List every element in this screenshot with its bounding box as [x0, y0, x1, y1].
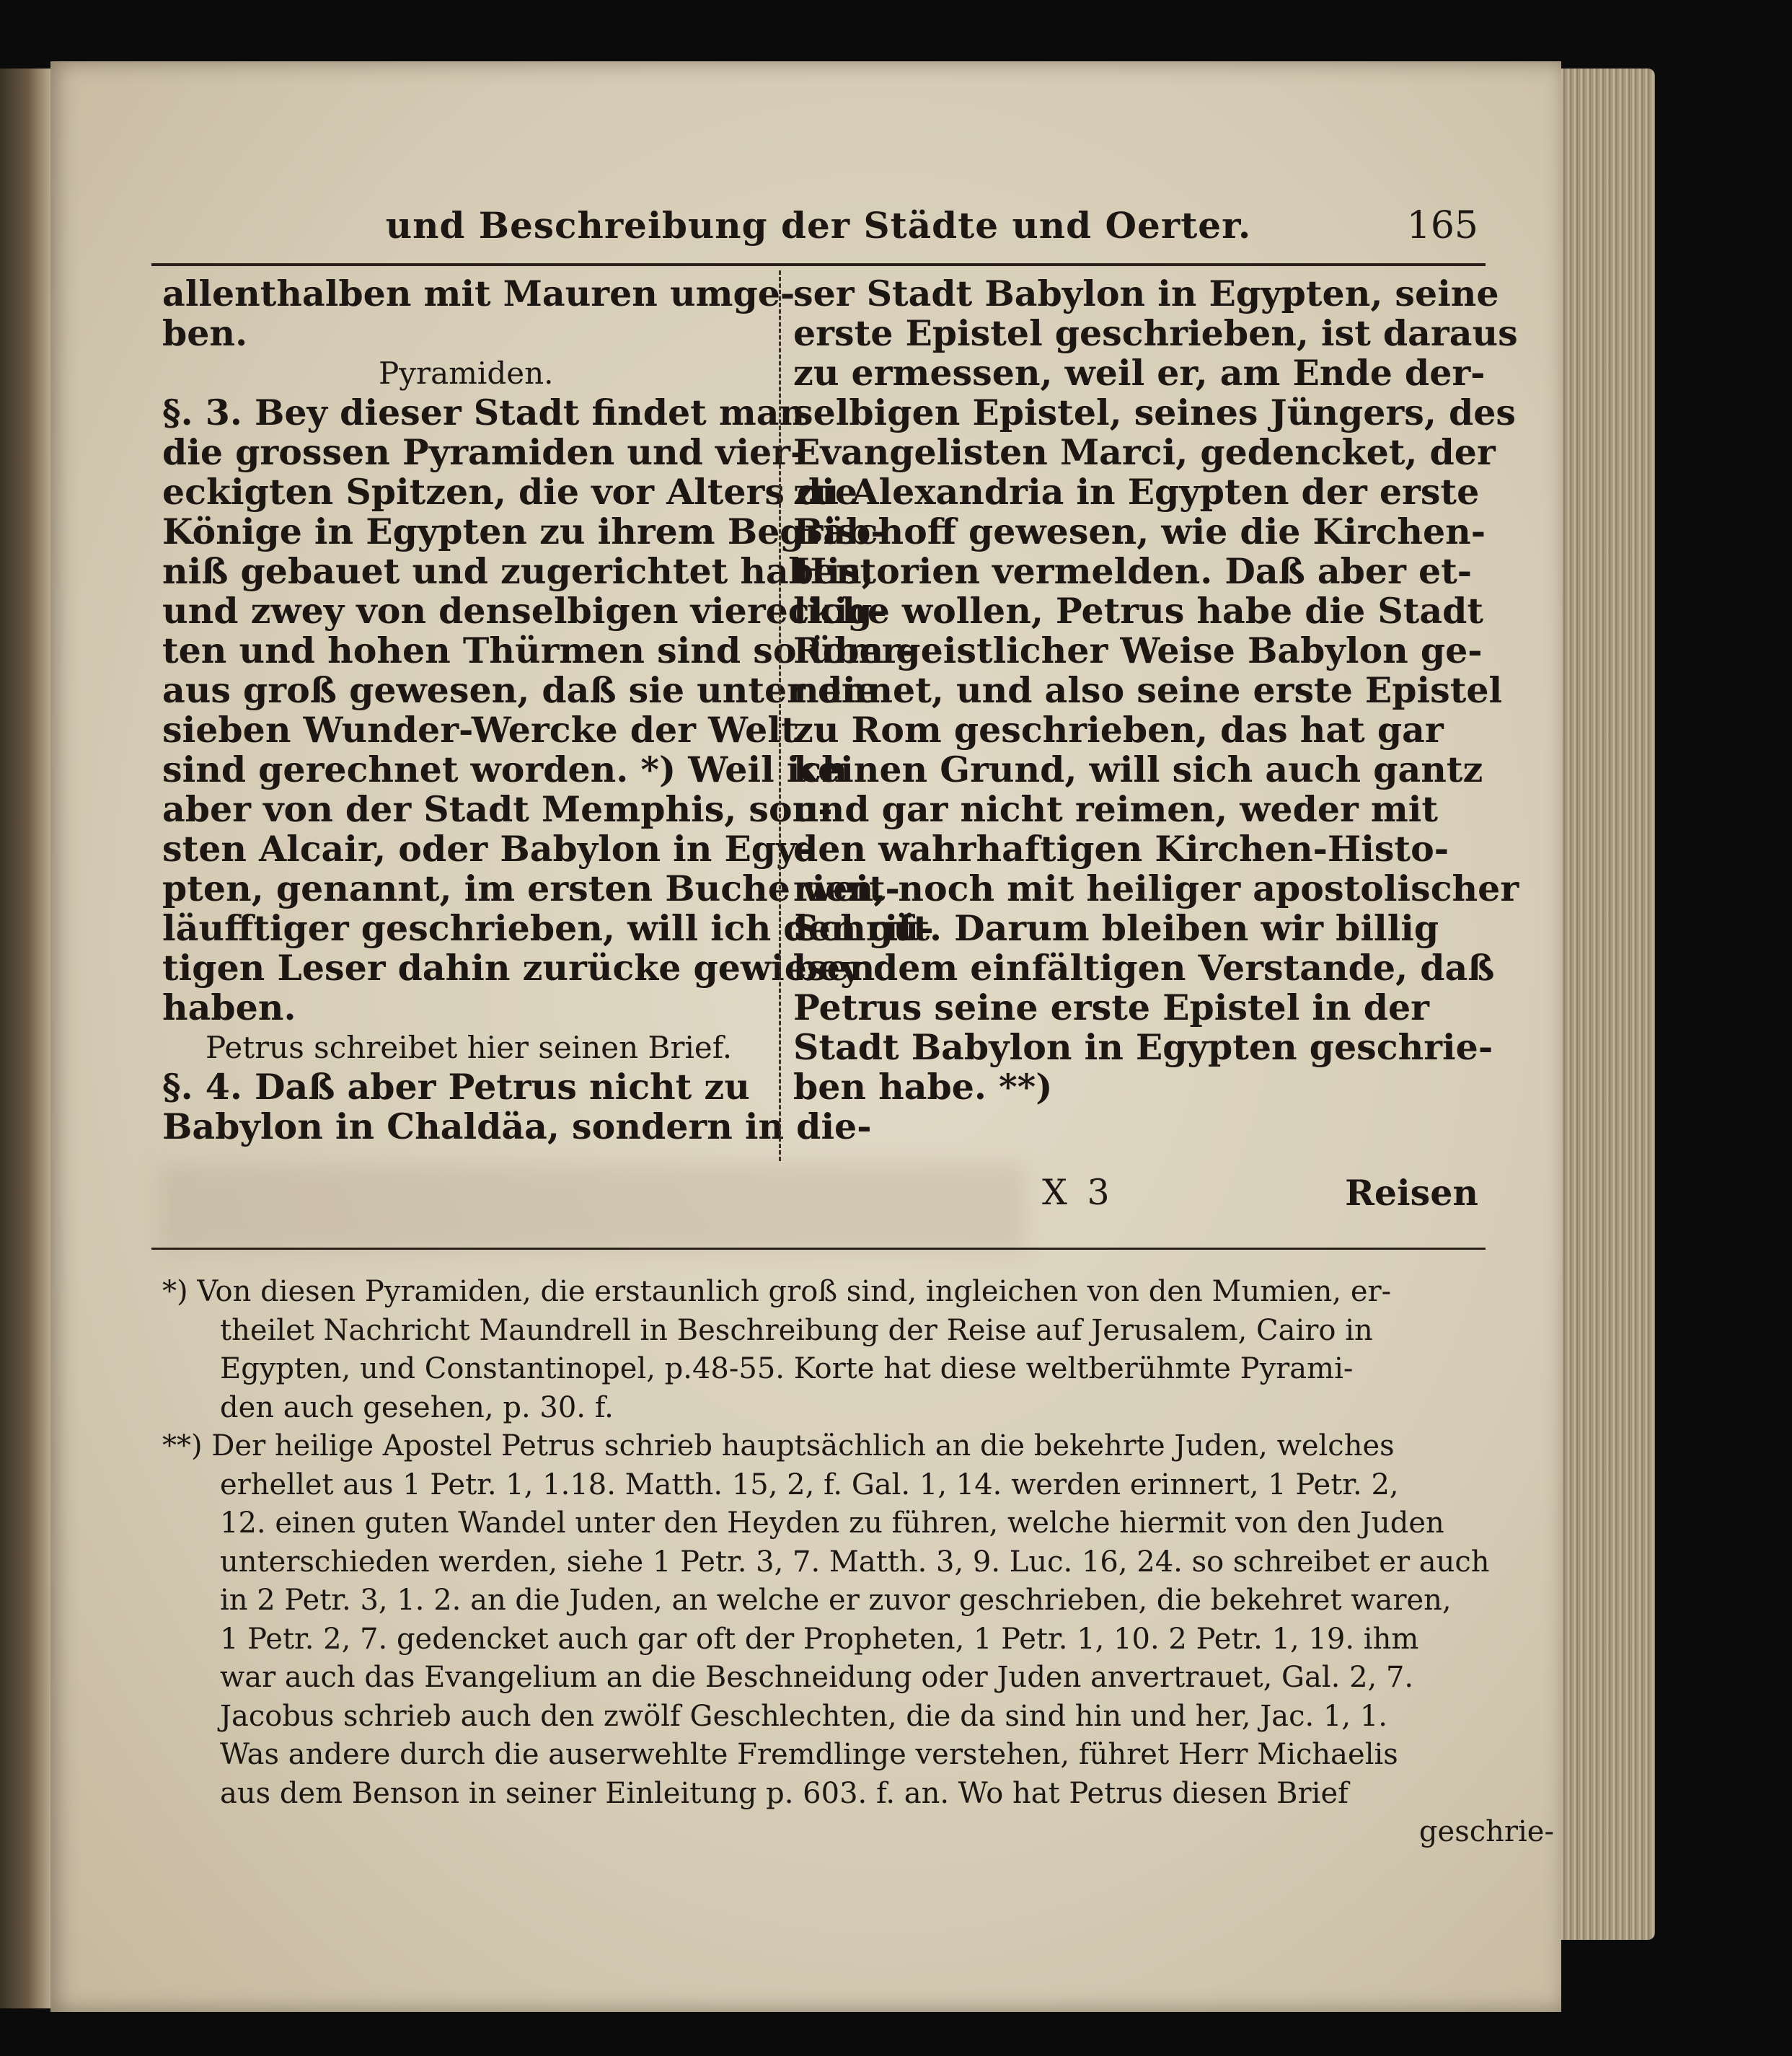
text-line: haben.	[162, 987, 296, 1028]
text-line: ben habe. **)	[793, 1066, 1053, 1108]
text-line: eckigten Spitzen, die vor Alters die	[162, 471, 858, 513]
text-line: Schrift. Darum bleiben wir billig	[793, 907, 1439, 949]
text-line: läufftiger geschrieben, will ich den gü-	[162, 907, 934, 949]
footnote-line: Egypten, und Constantinopel, p.48-55. Korte hat diese weltberühmte Pyrami-	[220, 1352, 1354, 1385]
text-line: Könige in Egypten zu ihrem Begräb-	[162, 511, 886, 552]
signature-row	[793, 1172, 1478, 1219]
text-line: sind gerechnet worden. *) Weil ich	[162, 749, 847, 790]
text-line: Historien vermelden. Daß aber et-	[793, 550, 1473, 592]
page-number: 165	[1406, 204, 1478, 247]
text-line: die grossen Pyramiden und vier-	[162, 431, 805, 473]
text-line: zu ermessen, weil er, am Ende der-	[793, 352, 1486, 394]
running-title: und Beschreibung der Städte und Oerter.	[385, 204, 1252, 247]
signature-mark: X 3	[1042, 1172, 1114, 1213]
text-line: aber von der Stadt Memphis, son-	[162, 788, 833, 830]
text-line: pten, genannt, im ersten Buche weit-	[162, 868, 900, 909]
footnote-line: war auch das Evangelium an die Beschneidung oder Juden anvertrauet, Gal. 2, 7.	[220, 1661, 1414, 1694]
text-line: erste Epistel geschrieben, ist daraus	[793, 312, 1518, 354]
text-line: allenthalben mit Mauren umge-	[162, 273, 795, 314]
text-line: rien, noch mit heiliger apostolischer	[793, 868, 1519, 909]
footnote-line: unterschieden werden, siehe 1 Petr. 3, 7. Matth. 3, 9. Luc. 16, 24. so schreibet er auch	[220, 1545, 1490, 1579]
text-line: ten und hohen Thürmen sind so über-	[162, 630, 915, 671]
text-line: Rom geistlicher Weise Babylon ge-	[793, 630, 1483, 671]
text-line: ben.	[162, 312, 248, 354]
previous-page-edge	[0, 69, 50, 2008]
text-line: aus groß gewesen, daß sie unter die	[162, 669, 879, 711]
text-line: niß gebauet und zugerichtet haben,	[162, 550, 874, 592]
footnote-line: theilet Nachricht Maundrell in Beschreibung der Reise auf Jerusalem, Cairo in	[220, 1313, 1373, 1347]
text-line: zu Rom geschrieben, das hat gar	[793, 709, 1444, 751]
footnote-line: 12. einen guten Wandel unter den Heyden zu führen, welche hiermit von den Juden	[220, 1506, 1444, 1540]
book-page	[50, 61, 1561, 2012]
text-line: tigen Leser dahin zurücke gewiesen	[162, 947, 875, 989]
text-line: den wahrhaftigen Kirchen-Histo-	[793, 828, 1449, 870]
text-line: sieben Wunder-Wercke der Welt	[162, 709, 798, 751]
section-heading-petrus: Petrus schreibet hier seinen Brief.	[206, 1030, 733, 1065]
text-line: §. 3. Bey dieser Stadt findet man	[162, 392, 805, 433]
text-line: keinen Grund, will sich auch gantz	[793, 749, 1483, 790]
footnote-line: in 2 Petr. 3, 1. 2. an die Juden, an welche er zuvor geschrieben, die bekehret waren,	[220, 1584, 1452, 1617]
text-line: ser Stadt Babylon in Egypten, seine	[793, 273, 1499, 314]
catchword: Reisen	[1345, 1172, 1478, 1214]
column-divider	[779, 270, 781, 1161]
footnote-rule	[151, 1248, 1486, 1250]
footnote-line: erhellet aus 1 Petr. 1, 1.18. Matth. 15, 2, f. Gal. 1, 14. werden erinnert, 1 Petr. 2,	[220, 1468, 1399, 1501]
text-line: §. 4. Daß aber Petrus nicht zu	[162, 1066, 750, 1108]
text-line: Petrus seine erste Epistel in der	[793, 987, 1429, 1028]
footnote-line: *) Von diesen Pyramiden, die erstaunlich groß sind, ingleichen von den Mumien, er-	[162, 1275, 1392, 1308]
footnotes	[162, 1273, 1490, 1813]
text-line: selbigen Epistel, seines Jüngers, des	[793, 392, 1516, 433]
footnote-line: den auch gesehen, p. 30. f.	[220, 1390, 614, 1424]
page-header	[159, 200, 1478, 251]
header-rule	[151, 263, 1486, 266]
text-line: und gar nicht reimen, weder mit	[793, 788, 1438, 830]
text-line: zu Alexandria in Egypten der erste	[793, 471, 1480, 513]
footnote-line: **) Der heilige Apostel Petrus schrieb hauptsächlich an die bekehrte Juden, welches	[162, 1429, 1395, 1462]
footnote-catchword: geschrie-	[1418, 1815, 1554, 1848]
footnote-line: 1 Petr. 2, 7. gedencket auch gar oft der Propheten, 1 Petr. 1, 10. 2 Petr. 1, 19. ihm	[220, 1622, 1419, 1656]
text-line: bey dem einfältigen Verstande, daß	[793, 947, 1495, 989]
text-line: liche wollen, Petrus habe die Stadt	[793, 590, 1484, 632]
text-line: Evangelisten Marci, gedencket, der	[793, 431, 1496, 473]
text-line: Bischoff gewesen, wie die Kirchen-	[793, 511, 1486, 552]
footnote-line: aus dem Benson in seiner Einleitung p. 603. f. an. Wo hat Petrus diesen Brief	[220, 1776, 1349, 1810]
text-line: und zwey von denselbigen viereckig-	[162, 590, 887, 632]
text-line: Stadt Babylon in Egypten geschrie-	[793, 1026, 1493, 1068]
text-line: sten Alcair, oder Babylon in Egy-	[162, 828, 811, 870]
text-line: nennet, und also seine erste Epistel	[793, 669, 1503, 711]
text-line: Babylon in Chaldäa, sondern in die-	[162, 1106, 872, 1147]
section-heading-pyramiden: Pyramiden.	[379, 356, 554, 391]
page-block-edge	[1547, 69, 1655, 1940]
footnote-line: Was andere durch die auserwehlte Fremdlinge verstehen, führet Herr Michaelis	[220, 1738, 1398, 1771]
footnote-line: Jacobus schrieb auch den zwölf Geschlechten, die da sind hin und her, Jac. 1, 1.	[220, 1699, 1387, 1733]
right-column	[793, 273, 1519, 1108]
